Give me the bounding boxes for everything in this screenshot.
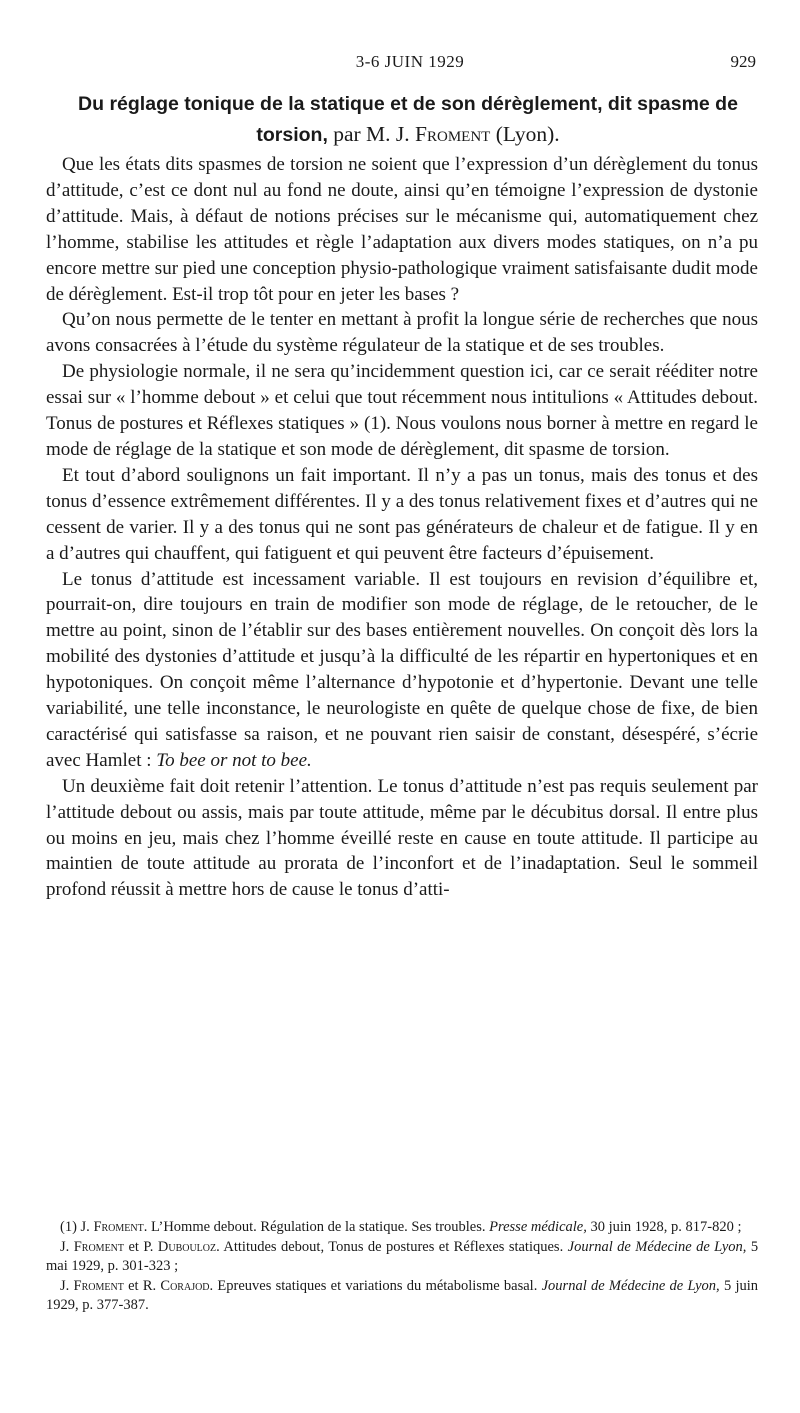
- title-by: par M. J.: [333, 122, 410, 146]
- footnote-source: Journal de Médecine de Lyon,: [541, 1277, 720, 1294]
- footnote: [46, 1277, 758, 1316]
- footnote-marker: (1) J.: [60, 1219, 90, 1235]
- paragraph: Qu’on nous permette de le tenter en mettant à profit la longue série de recherches que nous avons consacrées à l’étude du système régulateur de la statique et de ses troubles.: [46, 309, 758, 357]
- issue-date: 3-6 JUIN 1929: [355, 52, 465, 71]
- running-head: [60, 52, 760, 76]
- footnote-source: Journal de Médecine de Lyon,: [567, 1238, 747, 1255]
- footnotes: [46, 1218, 758, 1316]
- footnote-coauthor: Dubouloz.: [157, 1238, 220, 1255]
- footnote-conj: et P.: [128, 1238, 154, 1255]
- footnote-title: Epreuves statiques et variations du métabolisme basal.: [217, 1277, 538, 1294]
- footnote-title: Attitudes debout, Tonus de postures et Réflexes statiques.: [223, 1238, 564, 1255]
- paragraph: De physiologie normale, il ne sera qu’incidemment question ici, car ce serait rééditer notre essai sur « l’homme debout » et celui que tout récemment nous intitulions « Attitudes debout. Tonus de postures et Réflexes statiques » (1). Nous voulons nous borner à mettre en regard le mode de réglage de la statique et son mode de dérèglement, dit spasme de torsion.: [46, 361, 758, 460]
- footnote-author: Froment: [73, 1277, 124, 1294]
- footnote-marker: J.: [60, 1277, 70, 1294]
- title-author: Froment: [415, 122, 491, 146]
- footnote-author: Froment: [73, 1238, 125, 1255]
- article-body: [46, 152, 758, 903]
- paragraph-text: Le tonus d’attitude est incessament variable. Il est toujours en revision d’équilibre et, pourrait-on, dire toujours en train de modifier son mode de réglage, de le retoucher, de le mettre au point, sinon de l’établir sur des bases entièrement nouvelles. On conçoit dès lors la mobilité des dystonies d’attitude et jusqu’à la difficulté de les répartir en hypertoniques et en hypotoniques. On conçoit même l’alternance d’hypotonie et d’hypertonie. Devant une telle variabilité, une telle inconstance, le neurologiste en quête de quelque chose de fixe, de bien caractérisé qui satisfasse sa raison, et ne pouvant rien saisir de constant, désespéré, s’écrie avec Hamlet :: [46, 568, 758, 771]
- paragraph: Que les états dits spasmes de torsion ne soient que l’expression d’un dérèglement du tonus d’attitude, c’est ce dont nul au fond ne doute, ainsi qu’en témoigne l’expression de dystonie d’attitude. Mais, à défaut de notions précises sur le mécanisme qui, automatiquement chez l’homme, stabilise les attitudes et règle l’adaptation aux divers modes statiques, on n’a pu encore mettre sur pied une conception physio-pathologique vraiment satisfaisante dudit mode de dérèglement. Est-il trop tôt pour en jeter les bases ?: [46, 154, 758, 305]
- footnote-marker: J.: [60, 1238, 70, 1255]
- footnote-title: L’Homme debout. Régulation de la statique. Ses troubles.: [150, 1219, 486, 1235]
- hamlet-quote: To bee or not to bee.: [156, 749, 312, 771]
- footnote-date: 30 juin 1928, p. 817-820 ;: [590, 1219, 742, 1235]
- paragraph: Un deuxième fait doit retenir l’attention. Le tonus d’attitude n’est pas requis seulement par l’attitude debout ou assis, mais par toute attitude, même par le décubitus dorsal. Il entre plus ou moins en jeu, mais chez l’homme éveillé reste en cause en toute attitude. Il participe au maintien de toute attitude au prorata de l’inconfort et de l’inadaptation. Seul le sommeil profond réussit à mettre hors de cause le tonus d’atti-: [46, 775, 758, 901]
- article-title: [58, 88, 758, 150]
- paragraph: Et tout d’abord soulignons un fait important. Il n’y a pas un tonus, mais des tonus et des tonus d’essence extrêmement différentes. Il y a des tonus relativement fixes et d’autres qui ne cessent de varier. Il y a des tonus qui ne sont pas générateurs de chaleur et de fatigue. Il y en a d’autres qui chauffent, qui fatiguent et qui peuvent être facteurs d’épuisement.: [46, 464, 758, 564]
- footnote-date: 5 mai 1929, p. 301-323 ;: [46, 1238, 759, 1274]
- footnote-date: 5 juin 1929, p. 377-387.: [46, 1277, 759, 1313]
- paragraph-hamlet: [46, 567, 758, 774]
- footnote-conj: et R.: [128, 1277, 157, 1294]
- footnote: [46, 1238, 758, 1277]
- footnote: [46, 1218, 758, 1238]
- title-author-place: (Lyon).: [495, 122, 560, 146]
- footnote-source: Presse médicale,: [489, 1219, 587, 1235]
- title-text: Du réglage tonique de la statique et de son dérèglement, dit spasme de torsion,: [78, 93, 738, 146]
- footnote-author: Froment.: [93, 1219, 148, 1235]
- page-number: 929: [730, 52, 756, 71]
- footnote-coauthor: Corajod.: [160, 1277, 214, 1294]
